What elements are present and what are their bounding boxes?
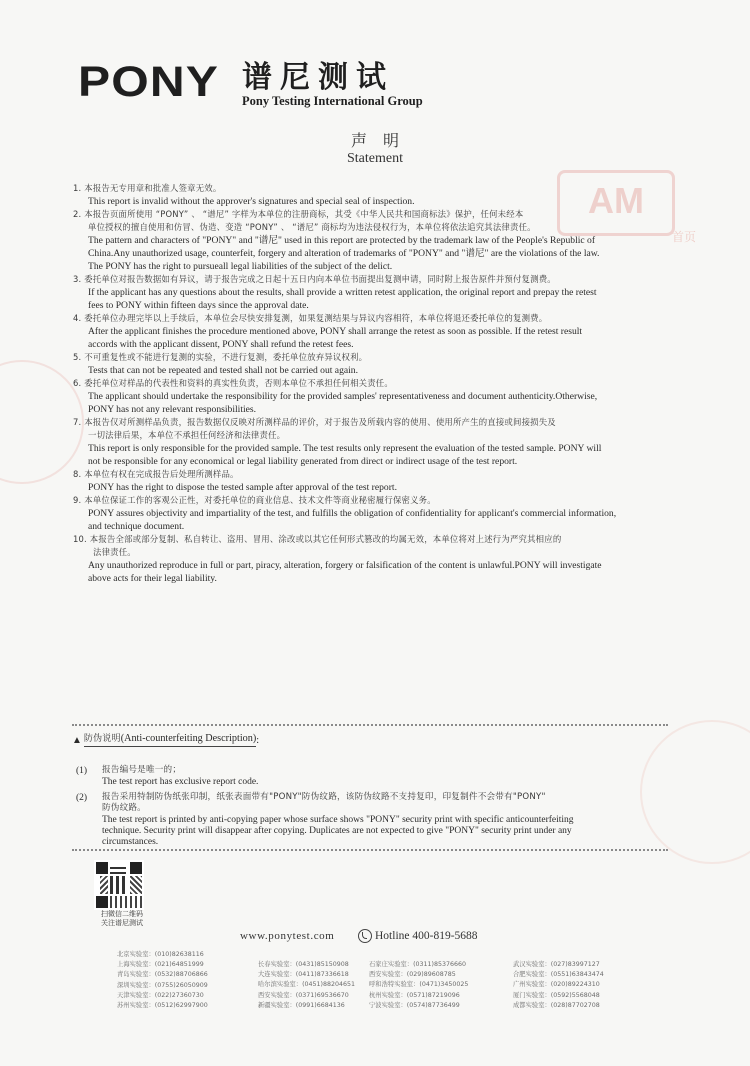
lab-entry: 长春实验室：(0431)85150908 bbox=[258, 961, 349, 968]
lab-entry: 苏州实验室：(0512)62997900 bbox=[117, 1002, 208, 1010]
anti-item-body bbox=[102, 792, 672, 848]
statement-cn-line: 法律责任。 bbox=[93, 547, 136, 557]
qr-caption bbox=[92, 910, 152, 928]
hotline-text: Hotline 400-819-5688 bbox=[375, 930, 478, 942]
statement-cn-line: 8. 本单位有权在完成报告后处理所测样品。 bbox=[73, 469, 239, 479]
anti-item bbox=[72, 792, 672, 848]
lab-entry: 深圳实验室：(0755)26050909 bbox=[117, 981, 208, 989]
anti-item-number: (1) bbox=[76, 766, 88, 776]
lab-entry: 厦门实验室：(0592)5568048 bbox=[513, 991, 600, 999]
statement-item bbox=[73, 312, 688, 351]
anti-en-line: circumstances. bbox=[102, 836, 159, 847]
anti-heading bbox=[72, 733, 672, 747]
hotline bbox=[358, 929, 478, 943]
statement-cn-line: 一切法律后果，本单位不承担任何经济和法律责任。 bbox=[88, 430, 286, 440]
lab-entry: 新疆实验室：(0991)6684136 bbox=[258, 1001, 345, 1009]
anti-counterfeit-section bbox=[72, 733, 672, 852]
anti-cn-line: 防伪纹路。 bbox=[102, 803, 146, 813]
anti-en-line: The test report has exclusive report code. bbox=[102, 776, 259, 787]
anti-heading-text bbox=[84, 733, 256, 747]
statement-en-line: above acts for their legal liability. bbox=[88, 573, 217, 584]
statement-en-line: PONY has the right to dispose the tested sample after approval of the test report. bbox=[88, 482, 397, 493]
triangle-icon: ▲ bbox=[72, 734, 82, 746]
statement-item bbox=[73, 273, 688, 312]
statement-item bbox=[73, 377, 688, 416]
statement-cn-line: 7. 本报告仅对所测样品负责，报告数据仅反映对所测样品的评价，对于报告及所载内容的使用、使用所产生的直接或间接损失及 bbox=[73, 417, 556, 427]
lab-entry: 呼和浩特实验室：(0471)3450025 bbox=[369, 981, 469, 989]
lab-entry: 石家庄实验室：(0311)85376660 bbox=[369, 961, 467, 968]
lab-entry: 西安实验室：(029)89608785 bbox=[369, 971, 456, 979]
statement-en-line: After the applicant finishes the procedure mentioned above, PONY shall arrange the retest as soon as possible. If the retest result bbox=[88, 326, 583, 337]
page-title-en: Statement bbox=[347, 151, 403, 166]
statement-en-line: This report is invalid without the approver's signatures and special seal of inspection. bbox=[88, 196, 415, 207]
qr-caption-line: 扫微信二维码 bbox=[101, 910, 143, 918]
anti-cn-line: 报告采用特制防伪纸张印制，纸张表面带有"PONY"防伪纹路，该防伪纹路不支持复印，印复制件不会带有"PONY" bbox=[102, 791, 546, 802]
statement-en-line: fees to PONY within fifteen days since the approval date. bbox=[88, 300, 309, 311]
statement-list bbox=[73, 182, 688, 585]
statement-en-line: This report is only responsible for the provided sample. The test results only represent the evaluation of the tested sample. PONY will bbox=[88, 443, 602, 454]
phone-icon bbox=[358, 929, 372, 943]
statement-cn-line: 5. 不可重复性或不能进行复测的实验，不进行复测，委托单位放弃异议权利。 bbox=[73, 352, 368, 362]
lab-entry: 哈尔滨实验室：(0451)88204651 bbox=[258, 981, 356, 989]
lab-entry: 武汉实验室：(027)83997127 bbox=[513, 961, 600, 968]
statement-item bbox=[73, 468, 688, 494]
lab-column bbox=[513, 960, 604, 1011]
am-stamp: AM bbox=[557, 170, 675, 236]
lab-column bbox=[117, 950, 208, 1011]
statement-cn-line: 单位授权的擅自使用和仿冒、伪造、变造 “PONY” 、 “谱尼” 商标均为违法侵权行为，本单位将依法追究其法律责任。 bbox=[88, 222, 536, 232]
logo-chinese-name: 谱尼测试 bbox=[242, 60, 394, 95]
lab-entry: 广州实验室：(020)89224310 bbox=[513, 981, 600, 989]
statement-en-line: and technique document. bbox=[88, 521, 185, 532]
anti-en-line: The test report is printed by anti-copying paper whose surface shows "PONY" security print with specific anticounterfeiting bbox=[102, 814, 574, 825]
statement-cn-line: 1. 本报告无专用章和批准人签章无效。 bbox=[73, 183, 222, 193]
statement-en-line: not be responsible for any economical or legal liability generated from direct or indirect usage of the test report. bbox=[88, 456, 518, 467]
stamp-side-text: 首页 bbox=[672, 230, 697, 244]
statement-item bbox=[73, 208, 688, 273]
statement-item bbox=[73, 416, 688, 468]
anti-item-number: (2) bbox=[76, 792, 88, 803]
page-title-cn: 声明 bbox=[350, 131, 415, 150]
lab-entry: 宁波实验室：(0574)87736499 bbox=[369, 1001, 460, 1009]
anti-heading-en: (Anti-counterfeiting Description) bbox=[120, 733, 257, 744]
watermark-stamp bbox=[480, 58, 670, 98]
lab-column bbox=[369, 960, 468, 1011]
wechat-qr-code bbox=[96, 862, 142, 908]
anti-cn-line: 报告编号是唯一的； bbox=[102, 765, 182, 775]
statement-item bbox=[73, 182, 688, 208]
statement-en-line: If the applicant has any questions about the results, shall provide a written retest application, the original report and prepay the retest bbox=[88, 287, 597, 298]
lab-column bbox=[258, 960, 355, 1011]
anti-item bbox=[72, 765, 672, 788]
lab-entry: 北京实验室：(010)82638116 bbox=[117, 951, 204, 958]
lab-entry: 杭州实验室：(0571)87219096 bbox=[369, 991, 460, 999]
logo-wordmark: PONY bbox=[78, 58, 219, 106]
statement-cn-line: 10. 本报告全部或部分复制、私自转让、盗用、冒用、涂改或以其它任何形式篡改的均属无效，本单位将对上述行为严究其相应的 bbox=[73, 534, 562, 544]
statement-en-line: China.Any unauthorized usage, counterfeit, forgery and alteration of trademarks of "PONY" and "谱尼" are the violations of the law. bbox=[88, 248, 600, 259]
statement-en-line: Any unauthorized reproduce in full or part, piracy, alteration, forgery or falsification of the content is unlawful.PONY will investigate bbox=[88, 560, 602, 571]
statement-en-line: The PONY has the right to pursueall legal liabilities of the subject of the delict. bbox=[88, 261, 393, 272]
statement-item bbox=[73, 351, 688, 377]
statement-cn-line: 3. 委托单位对报告数据如有异议，请于报告完成之日起十五日内向本单位书面提出复测申请，同时附上报告原件并预付复测费。 bbox=[73, 274, 556, 284]
lab-entry: 青岛实验室：(0532)88706866 bbox=[117, 971, 208, 979]
anti-heading-colon: : bbox=[256, 734, 260, 746]
qr-caption-line: 关注谱尼测试 bbox=[101, 919, 143, 927]
lab-entry: 上海实验室：(021)64851999 bbox=[117, 961, 204, 969]
anti-item-body bbox=[102, 765, 672, 788]
divider-dotted bbox=[72, 724, 668, 726]
statement-en-line: The pattern and characters of "PONY" and "谱尼" used in this report are protected by the trademark law of the People's Republic of bbox=[88, 235, 596, 246]
statement-en-line: PONY assures objectivity and impartiality of the test, and fulfills the obligation of confidentiality for applicant's commercial information, bbox=[88, 508, 617, 519]
lab-entry: 大连实验室：(0411)87336618 bbox=[258, 971, 349, 979]
logo-subtitle: Pony Testing International Group bbox=[242, 94, 423, 108]
statement-en-line: The applicant should undertake the responsibility for the provided samples' representativeness and document authenticity.Otherwise, bbox=[88, 391, 598, 402]
statement-en-line: PONY has not any relevant responsibilities. bbox=[88, 404, 257, 415]
statement-item bbox=[73, 494, 688, 533]
anti-list bbox=[72, 765, 672, 848]
website-link[interactable]: www.ponytest.com bbox=[240, 930, 335, 942]
statement-cn-line: 9. 本单位保证工作的客观公正性，对委托单位的商业信息、技术文件等商业秘密履行保密义务。 bbox=[73, 495, 436, 505]
faint-seal-left bbox=[0, 360, 84, 484]
statement-en-line: Tests that can not be repeated and tested shall not be carried out again. bbox=[88, 365, 358, 376]
lab-entry: 天津实验室：(022)27360730 bbox=[117, 991, 204, 999]
statement-cn-line: 6. 委托单位对样品的代表性和资料的真实性负责，否则本单位不承担任何相关责任。 bbox=[73, 378, 393, 388]
divider-dotted bbox=[72, 849, 668, 851]
lab-entry: 西安实验室：(0371)69536670 bbox=[258, 991, 349, 999]
anti-heading-cn: 防伪说明 bbox=[83, 734, 121, 744]
statement-cn-line: 4. 委托单位办理完毕以上手续后，本单位会尽快安排复测，如果复测结果与异议内容相符，本单位将退还委托单位的复测费。 bbox=[73, 313, 548, 323]
anti-en-line: technique. Security print will disappear after copying. Duplicates are not expected to give "PONY" security print under any bbox=[102, 825, 572, 836]
lab-entry: 成都实验室：(028)87702708 bbox=[513, 1001, 600, 1009]
statement-cn-line: 2. 本报告页面所使用 “PONY” 、 “谱尼” 字样为本单位的注册商标，其受《中华人民共和国商标法》保护，任何未经本 bbox=[73, 209, 524, 219]
lab-entry: 合肥实验室：(0551)63843474 bbox=[513, 971, 604, 979]
statement-item bbox=[73, 533, 688, 585]
statement-en-line: accords with the applicant dissent, PONY shall refund the retest fees. bbox=[88, 339, 354, 350]
